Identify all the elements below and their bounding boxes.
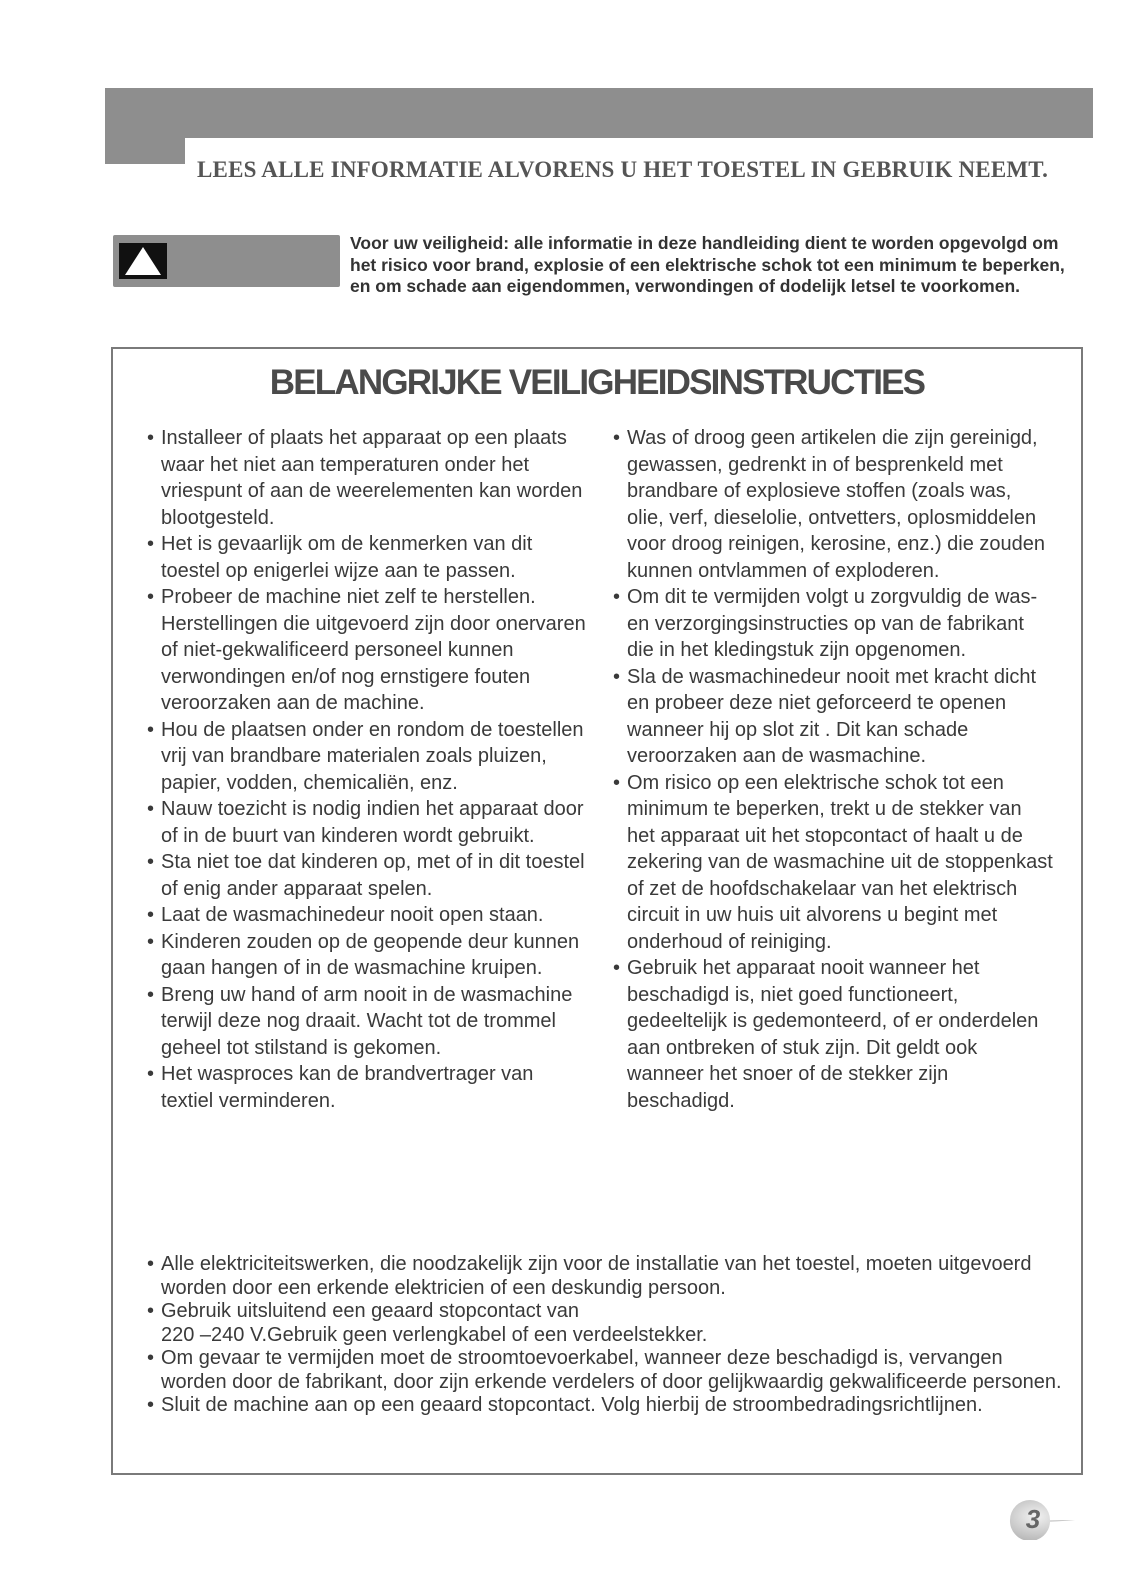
- list-item: • Het wasproces kan de brandvertrager van textiel verminderen.: [147, 1061, 587, 1114]
- list-item: • Om gevaar te vermijden moet de stroomtoevoerkabel, wanneer deze beschadigd is, vervangen worden door de fabrikant, door zijn erkende verdelers of door gelijkwaardig gekwalificeerde personen.: [147, 1347, 1067, 1394]
- list-item-continuation: 220 –240 V.Gebruik geen verlengkabel of een verdeelstekker.: [161, 1323, 708, 1346]
- list-item: • Probeer de machine niet zelf te herstellen. Herstellingen die uitgevoerd zijn door onervaren of niet-gekwalificeerd personeel kunnen verwondingen en/of nog ernstigere fouten veroorzaken aan de machine.: [147, 584, 587, 717]
- list-item: • Sta niet toe dat kinderen op, met of in dit toestel of enig ander apparaat spelen.: [147, 849, 587, 902]
- list-item: • Kinderen zouden op de geopende deur kunnen gaan hangen of in de wasmachine kruipen.: [147, 929, 587, 982]
- list-item: • Gebruik het apparaat nooit wanneer het beschadigd is, niet goed functioneert, gedeeltelijk is gedemonteerd, of er onderdelen aan ontbreken of stuk zijn. Dit geldt ook wanneer het snoer of de stekker zijn beschadigd.: [613, 955, 1053, 1114]
- list-item: • Hou de plaatsen onder en rondom de toestellen vrij van brandbare materialen zoals pluizen, papier, vodden, chemicaliën, enz.: [147, 717, 587, 797]
- list-item: • Sla de wasmachinedeur nooit met kracht dicht en probeer deze niet geforceerd te openen wanneer hij op slot zit . Dit kan schade veroorzaken aan de wasmachine.: [613, 664, 1053, 770]
- header-band: [105, 88, 1093, 138]
- warning-triangle-icon: [119, 243, 167, 279]
- right-instruction-list: [613, 425, 1053, 1114]
- list-item: • Breng uw hand of arm nooit in de wasmachine terwijl deze nog draait. Wacht tot de trommel geheel tot stilstand is gekomen.: [147, 982, 587, 1062]
- list-item: [147, 1300, 1067, 1347]
- list-item: • Om risico op een elektrische schok tot een minimum te beperken, trekt u de stekker van het apparaat uit het stopcontact of haalt u de zekering van de wasmachine uit de stoppenkast of zet de hoofdschakelaar van het elektrisch circuit in uw huis uit alvorens u begint met onderhoud of reiniging.: [613, 770, 1053, 956]
- safety-instructions-box: [111, 347, 1083, 1475]
- list-item: • Alle elektriciteitswerken, die noodzakelijk zijn voor de installatie van het toestel, moeten uitgevoerd worden door een erkende elektricien of een deskundig persoon.: [147, 1253, 1067, 1300]
- warning-bar: [113, 235, 340, 287]
- list-item: • Laat de wasmachinedeur nooit open staan.: [147, 902, 587, 929]
- list-item-text: Gebruik uitsluitend een geaard stopcontact van: [161, 1300, 580, 1322]
- section-title: BELANGRIJKE VEILIGHEIDSINSTRUCTIES: [269, 363, 925, 402]
- header-tab: [105, 138, 185, 164]
- list-item: • Om dit te vermijden volgt u zorgvuldig de was- en verzorgingsinstructies op van de fabrikant die in het kledingstuk zijn opgenomen.: [613, 584, 1053, 664]
- electrical-instruction-list: [147, 1253, 1067, 1418]
- left-instruction-list: [147, 425, 587, 1114]
- list-item: • Het is gevaarlijk om de kenmerken van dit toestel op enigerlei wijze aan te passen.: [147, 531, 587, 584]
- warning-text: Voor uw veiligheid: alle informatie in deze handleiding dient te worden opgevolgd om het risico voor brand, explosie of een elektrische schok tot een minimum te beperken, en om schade aan eigendommen, verwondingen of dodelijk letsel te voorkomen.: [350, 233, 1065, 296]
- list-item: • Was of droog geen artikelen die zijn gereinigd, gewassen, gedrenkt in of besprenkeld met brandbare of explosieve stoffen (zoals was, olie, verf, dieselolie, ontvetters, oplosmiddelen voor droog reinigen, kerosine, enz.) die zouden kunnen ontvlammen of exploderen.: [613, 425, 1053, 584]
- list-item: • Sluit de machine aan op een geaard stopcontact. Volg hierbij de stroombedradingsrichtlijnen.: [147, 1394, 1067, 1418]
- page-number: 3: [1025, 1504, 1041, 1534]
- list-item: • Nauw toezicht is nodig indien het apparaat door of in de buurt van kinderen wordt gebruikt.: [147, 796, 587, 849]
- list-item: • Installeer of plaats het apparaat op een plaats waar het niet aan temperaturen onder het vriespunt of aan de weerelementen kan worden blootgesteld.: [147, 425, 587, 531]
- notice-title: LEES ALLE INFORMATIE ALVORENS U HET TOESTEL IN GEBRUIK NEEMT.: [197, 157, 1049, 182]
